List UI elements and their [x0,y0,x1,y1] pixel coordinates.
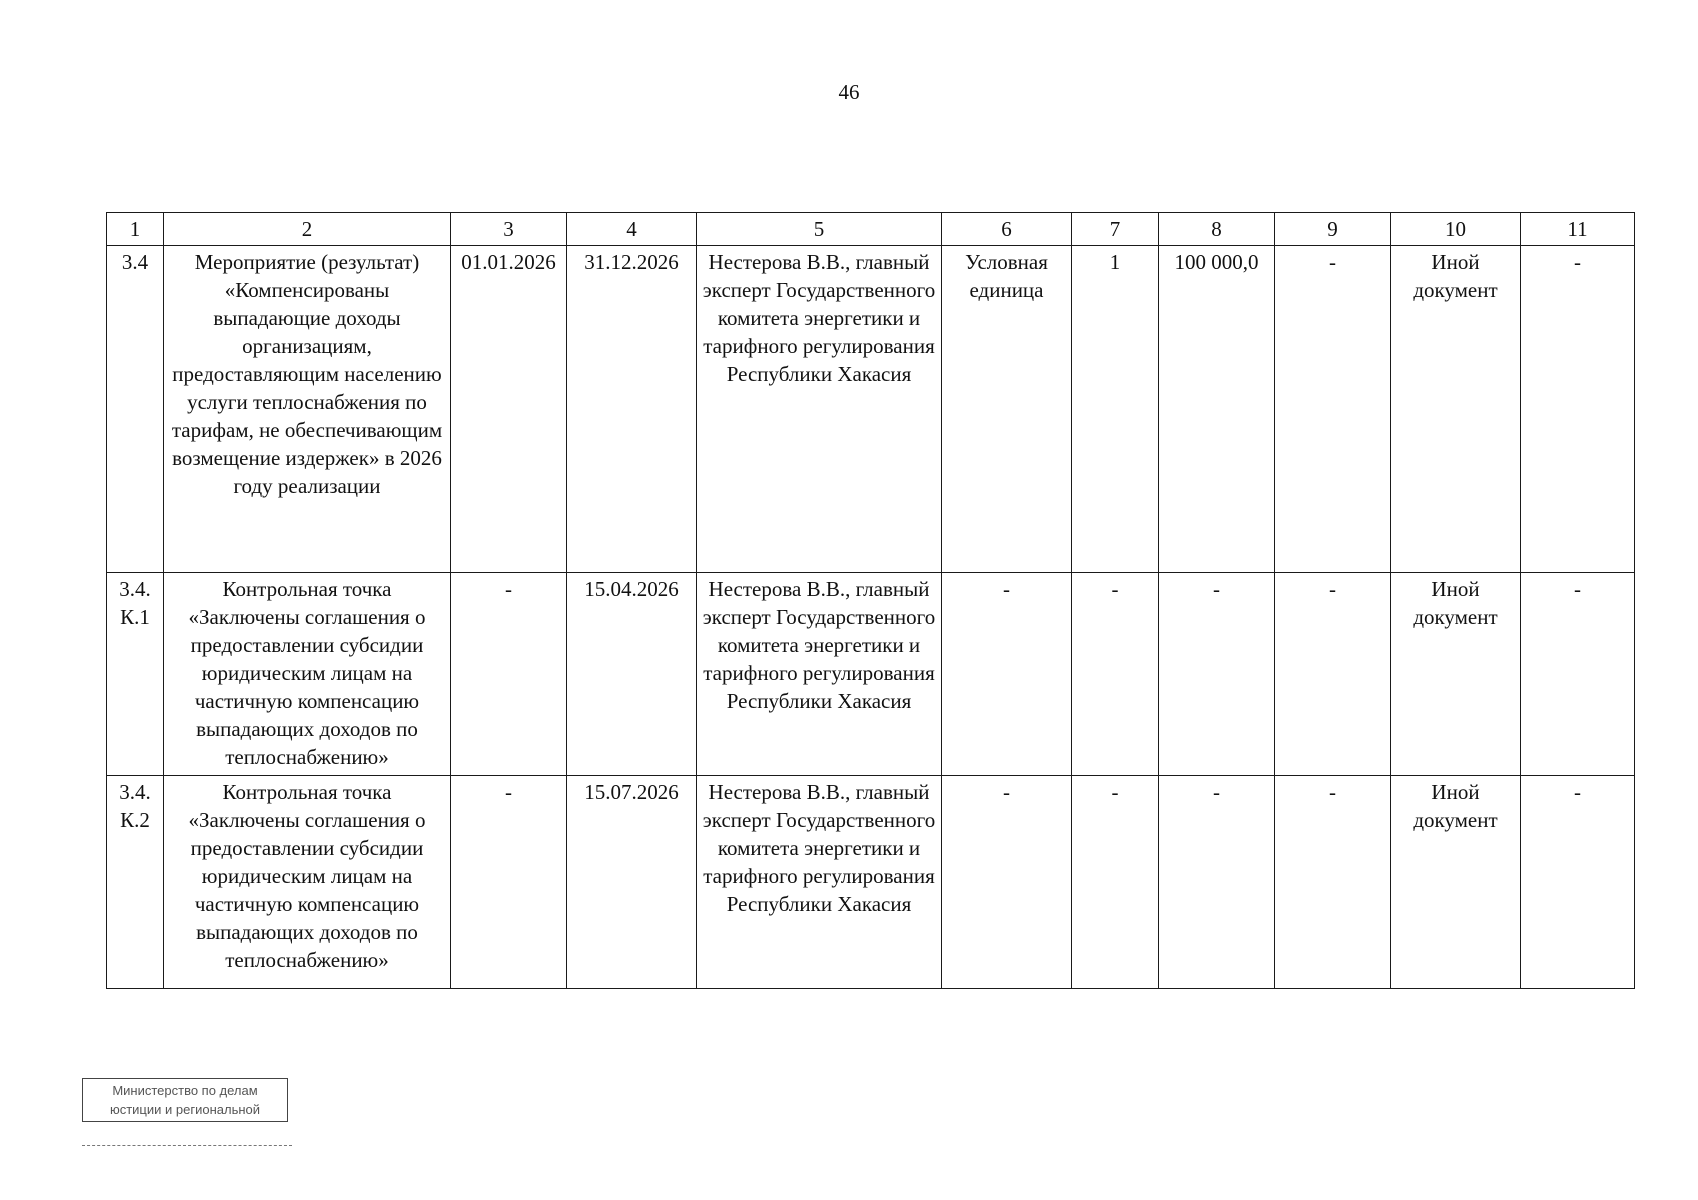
row-col-10: Иной документ [1391,776,1521,989]
row-start-date: 01.01.2026 [451,246,567,573]
row-number: 3.4. К.1 [107,573,164,776]
row-name: Мероприятие (результат) «Компенсированы выпадающие доходы организациям, предоставляющим населению услуги теплоснабжения по тарифам, не обеспечивающим возмещение издержек» в 2026 году реализации [164,246,451,573]
row-col-11: - [1521,573,1635,776]
column-header-10: 10 [1391,213,1521,246]
row-col-8: - [1159,776,1275,989]
stamp-line-2: юстиции и региональной [109,1102,261,1117]
column-header-7: 7 [1072,213,1159,246]
row-col-11: - [1521,776,1635,989]
row-col-10: Иной документ [1391,246,1521,573]
row-col-8: 100 000,0 [1159,246,1275,573]
row-end-date: 31.12.2026 [567,246,697,573]
row-end-date: 15.04.2026 [567,573,697,776]
table-row [107,776,1635,989]
column-header-4: 4 [567,213,697,246]
table-header-row [107,213,1635,246]
row-start-date: - [451,776,567,989]
row-col-7: - [1072,776,1159,989]
column-header-9: 9 [1275,213,1391,246]
measures-table [106,212,1635,989]
column-header-1: 1 [107,213,164,246]
row-responsible: Нестерова В.В., главный эксперт Государственного комитета энергетики и тарифного регулирования Республики Хакасия [697,776,942,989]
row-responsible: Нестерова В.В., главный эксперт Государственного комитета энергетики и тарифного регулирования Республики Хакасия [697,573,942,776]
column-header-8: 8 [1159,213,1275,246]
row-col-11: - [1521,246,1635,573]
stamp-line-1: Министерство по делам [112,1083,258,1098]
column-header-5: 5 [697,213,942,246]
row-unit: - [942,776,1072,989]
registration-stamp [82,1078,288,1122]
row-col-9: - [1275,776,1391,989]
column-header-3: 3 [451,213,567,246]
stamp-underline [82,1145,292,1146]
row-start-date: - [451,573,567,776]
row-number: 3.4 [107,246,164,573]
row-col-9: - [1275,573,1391,776]
row-name: Контрольная точка «Заключены соглашения о предоставлении субсидии юридическим лицам на частичную компенсацию выпадающих доходов по теплоснабжению» [164,776,451,989]
column-header-11: 11 [1521,213,1635,246]
row-number: 3.4. К.2 [107,776,164,989]
row-unit: - [942,573,1072,776]
row-col-7: - [1072,573,1159,776]
row-col-7: 1 [1072,246,1159,573]
row-end-date: 15.07.2026 [567,776,697,989]
column-header-2: 2 [164,213,451,246]
table-row [107,573,1635,776]
row-name: Контрольная точка «Заключены соглашения о предоставлении субсидии юридическим лицам на частичную компенсацию выпадающих доходов по теплоснабжению» [164,573,451,776]
row-unit: Условная единица [942,246,1072,573]
row-col-9: - [1275,246,1391,573]
row-col-10: Иной документ [1391,573,1521,776]
column-header-6: 6 [942,213,1072,246]
table-row [107,246,1635,573]
row-col-8: - [1159,573,1275,776]
page-number: 46 [838,80,860,104]
row-responsible: Нестерова В.В., главный эксперт Государственного комитета энергетики и тарифного регулирования Республики Хакасия [697,246,942,573]
